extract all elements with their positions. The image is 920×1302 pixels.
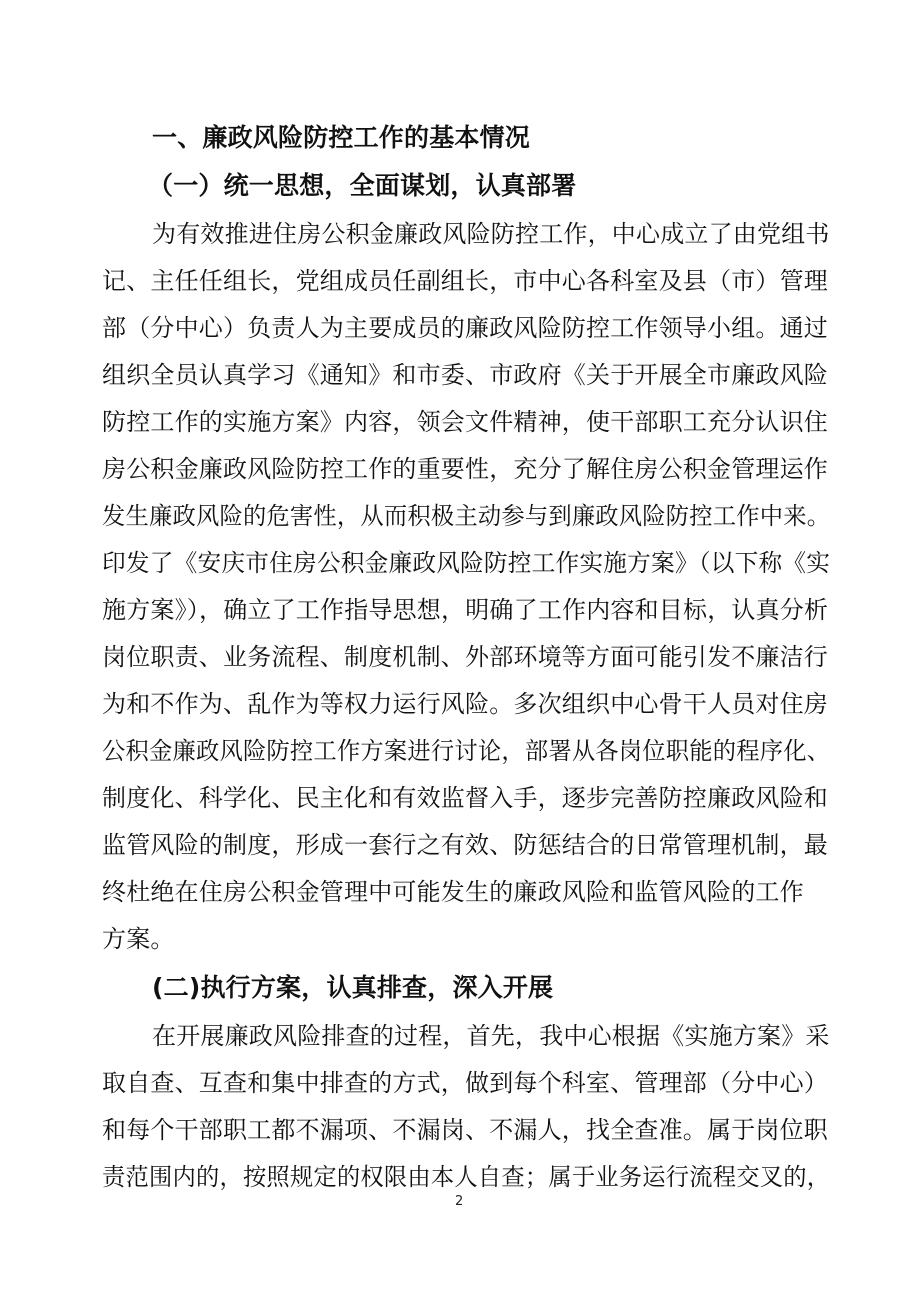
paragraph-1-line: 部（分中心）负责人为主要成员的廉政风险防控工作领导小组。通过 xyxy=(102,314,828,342)
paragraph-1-line: 方案。 xyxy=(102,925,175,953)
paragraph-1-line: 防控工作的实施方案》内容，领会文件精神，使干部职工充分认识住 xyxy=(102,408,828,436)
paragraph-2-line: 在开展廉政风险排查的过程，首先，我中心根据《实施方案》采 xyxy=(152,1022,830,1050)
paragraph-1-line: 为有效推进住房公积金廉政风险防控工作，中心成立了由党组书 xyxy=(152,220,830,248)
paragraph-1-line: 岗位职责、业务流程、制度机制、外部环境等方面可能引发不廉洁行 xyxy=(102,643,828,671)
paragraph-1-line: 公积金廉政风险防控工作方案进行讨论，部署从各岗位职能的程序化、 xyxy=(102,737,831,765)
section-heading: 一、廉政风险防控工作的基本情况 xyxy=(152,123,531,152)
page-number: 2 xyxy=(455,1194,464,1209)
paragraph-2-line: 取自查、互查和集中排查的方式，做到每个科室、管理部（分中心） xyxy=(102,1069,828,1097)
paragraph-1-line: 发生廉政风险的危害性，从而积极主动参与到廉政风险防控工作中来。 xyxy=(102,502,831,530)
paragraph-1-line: 为和不作为、乱作为等权力运行风险。多次组织中心骨干人员对住房 xyxy=(102,690,828,718)
subsection-1-title: （一）统一思想，全面谋划，认真部署 xyxy=(148,171,577,200)
paragraph-1-line: 施方案》），确立了工作指导思想，明确了工作内容和目标，认真分析 xyxy=(102,596,829,624)
paragraph-2-line: 和每个干部职工都不漏项、不漏岗、不漏人，找全查准。属于岗位职 xyxy=(102,1116,828,1144)
paragraph-1-line: 组织全员认真学习《通知》和市委、市政府《关于开展全市廉政风险 xyxy=(102,361,828,389)
subsection-2-title: (二)执行方案，认真排查，深入开展 xyxy=(152,973,554,1002)
paragraph-1-line: 制度化、科学化、民主化和有效监督入手，逐步完善防控廉政风险和 xyxy=(102,784,828,812)
paragraph-2-line: 责范围内的，按照规定的权限由本人自查；属于业务运行流程交叉的， xyxy=(102,1163,831,1191)
paragraph-1-line: 印发了《安庆市住房公积金廉政风险防控工作实施方案》（以下称《实 xyxy=(102,549,831,577)
paragraph-1-line: 监管风险的制度，形成一套行之有效、防惩结合的日常管理机制，最 xyxy=(102,831,828,859)
paragraph-1-line: 记、主任任组长，党组成员任副组长，市中心各科室及县（市）管理 xyxy=(102,267,828,295)
paragraph-1-line: 终杜绝在住房公积金管理中可能发生的廉政风险和监管风险的工作 xyxy=(102,878,804,906)
paragraph-1-line: 房公积金廉政风险防控工作的重要性，充分了解住房公积金管理运作 xyxy=(102,455,828,483)
